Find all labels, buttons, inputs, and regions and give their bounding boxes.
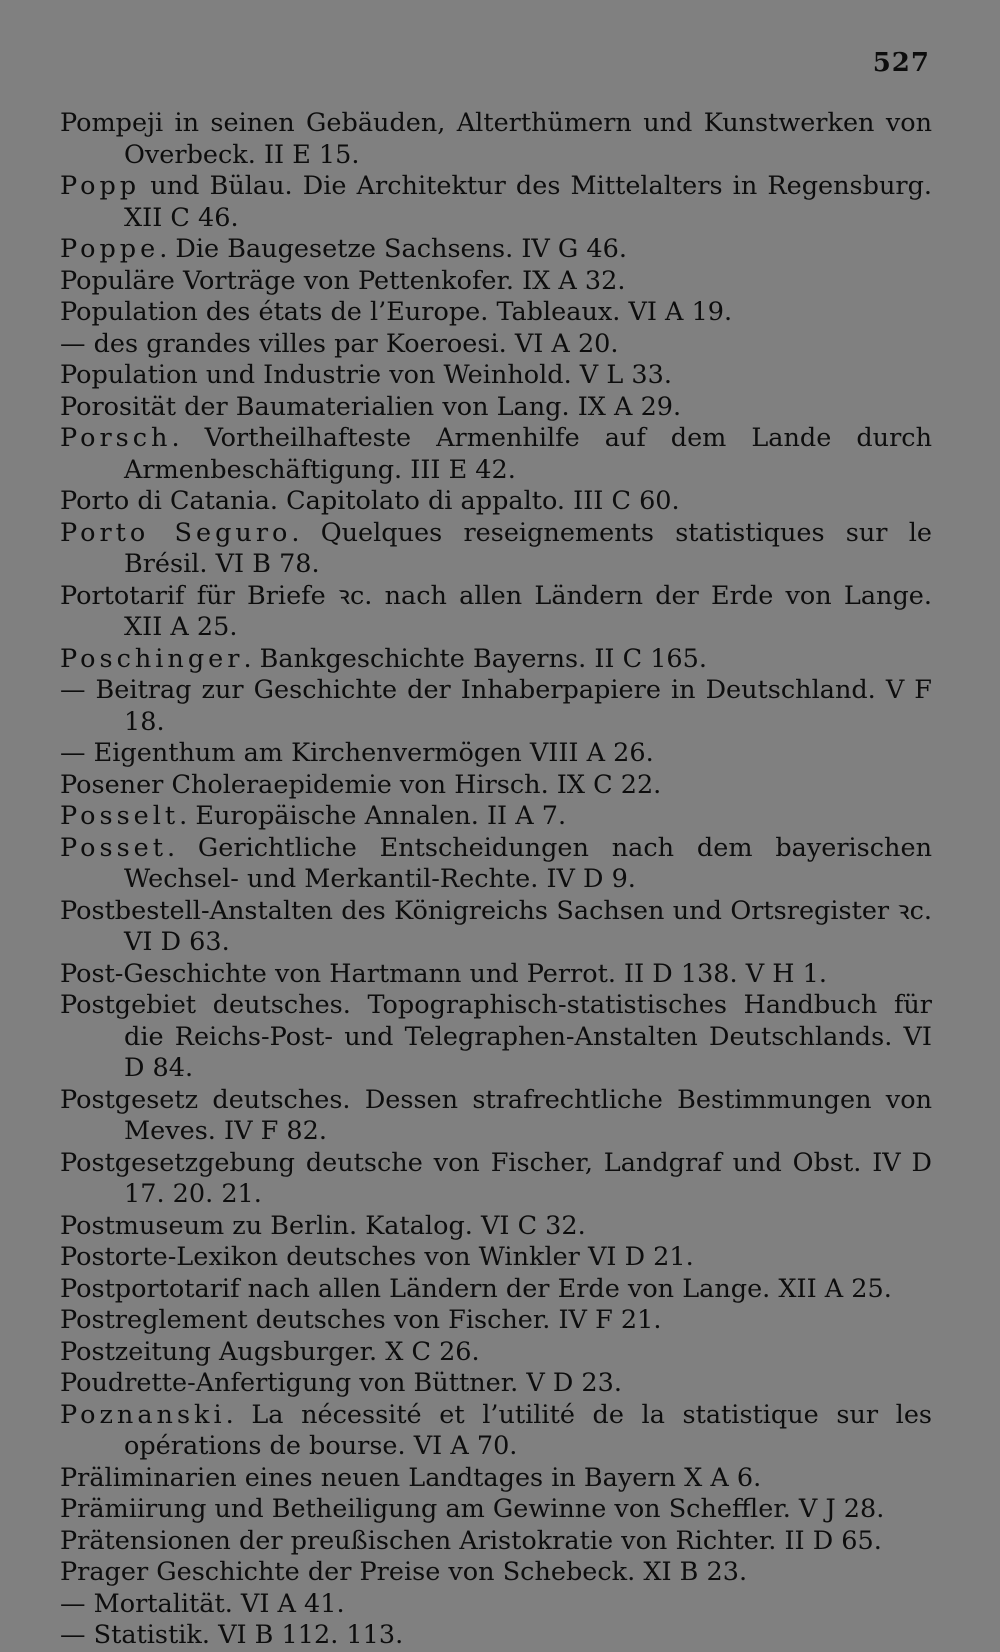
index-entry: — Eigenthum am Kirchenvermögen VIII A 26. <box>60 738 654 768</box>
author-name: Poschinger <box>60 643 244 674</box>
index-entry: Porosität der Baumaterialien von Lang. IX A 29. <box>60 391 682 422</box>
index-entry: Poschinger. Bankgeschichte Bayerns. II C 165. <box>60 643 707 674</box>
author-name: Porsch <box>60 423 172 453</box>
index-entry: — Statistik. VI B 112. 113. <box>60 1620 404 1650</box>
index-entry: Posselt. Europäische Annalen. II A 7. <box>60 801 567 831</box>
index-entry: Porsch. Vortheilhafteste Armenhilfe auf dem Lande durch Armenbeschäftigung. III E 42. <box>60 423 932 485</box>
author-name: Posselt <box>60 801 180 831</box>
index-entry: Porto di Catania. Capitolato di appalto. III C 60. <box>60 486 680 516</box>
index-entry: — des grandes villes par Koeroesi. VI A 20. <box>60 328 619 359</box>
author-name: Posset <box>60 832 167 863</box>
index-entry: Popp und Bülau. Die Architektur des Mittelalters in Regensburg. XII C 46. <box>60 171 932 233</box>
index-entry: Poudrette-Anfertigung von Büttner. V D 23. <box>60 1368 622 1398</box>
index-entry: Postgebiet deutsches. Topographisch-statistisches Handbuch für die Reichs-Post- und Telegraphen-Anstalten Deutschlands. VI D 84. <box>60 990 932 1083</box>
index-entry: Posset. Gerichtliche Entscheidungen nach dem bayerischen Wechsel- und Merkantil-Rechte. IV D 9. <box>60 832 932 894</box>
index-entry: Postgesetzgebung deutsche von Fischer, Landgraf und Obst. IV D 17. 20. 21. <box>60 1147 932 1209</box>
index-entry: — Mortalität. VI A 41. <box>60 1588 345 1619</box>
index-entry: Porto Seguro. Quelques reseignements statistiques sur le Brésil. VI B 78. <box>60 517 932 579</box>
index-entry: Population und Industrie von Weinhold. V L 33. <box>60 360 672 390</box>
author-name: Popp <box>60 171 141 201</box>
index-entry: Poppe. Die Baugesetze Sachsens. IV G 46. <box>60 234 627 264</box>
index-entry: Postgesetz deutsches. Dessen strafrechtliche Bestimmungen von Meves. IV F 82. <box>60 1084 932 1146</box>
index-entry: Populäre Vorträge von Pettenkofer. IX A 32. <box>60 265 626 296</box>
index-entry: — Beitrag zur Geschichte der Inhaberpapiere in Deutschland. V F 18. <box>60 675 932 737</box>
index-entry: Prätensionen der preußischen Aristokratie von Richter. II D 65. <box>60 1525 882 1556</box>
index-entry: Post-Geschichte von Hartmann und Perrot. II D 138. V H 1. <box>60 958 827 989</box>
index-entries <box>60 108 932 1652</box>
index-entry: Postreglement deutsches von Fischer. IV F 21. <box>60 1305 662 1335</box>
index-entry: Poznanski. La nécessité et l’utilité de la statistique sur les opérations de bourse. VI A 70. <box>60 1399 932 1461</box>
author-name: Porto Seguro <box>60 517 292 548</box>
index-entry: Postmuseum zu Berlin. Katalog. VI C 32. <box>60 1210 586 1241</box>
author-name: Poznanski <box>60 1399 226 1430</box>
page-number: 527 <box>872 48 930 78</box>
index-entry: Postzeitung Augsburger. X C 26. <box>60 1336 480 1367</box>
index-entry: Pompeji in seinen Gebäuden, Alterthümern und Kunstwerken von Overbeck. II E 15. <box>60 108 932 170</box>
index-entry: Prämiirung und Betheiligung am Gewinne von Scheffler. V J 28. <box>60 1494 885 1524</box>
index-entry: Postorte-Lexikon deutsches von Winkler VI D 21. <box>60 1242 694 1272</box>
index-entry: Population des états de l’Europe. Tableaux. VI A 19. <box>60 297 733 327</box>
index-entry: Posener Choleraepidemie von Hirsch. IX C 22. <box>60 769 662 800</box>
index-entry: Postportotarif nach allen Ländern der Erde von Lange. XII A 25. <box>60 1273 892 1304</box>
author-name: Poppe <box>60 234 160 264</box>
index-entry: Prager Geschichte der Preise von Schebeck. XI B 23. <box>60 1557 748 1587</box>
index-entry: Postbestell-Anstalten des Königreichs Sachsen und Ortsregister ꝛc. VI D 63. <box>60 895 932 957</box>
index-entry: Portotarif für Briefe ꝛc. nach allen Ländern der Erde von Lange. XII A 25. <box>60 580 932 642</box>
index-entry: Präliminarien eines neuen Landtages in Bayern X A 6. <box>60 1462 762 1493</box>
